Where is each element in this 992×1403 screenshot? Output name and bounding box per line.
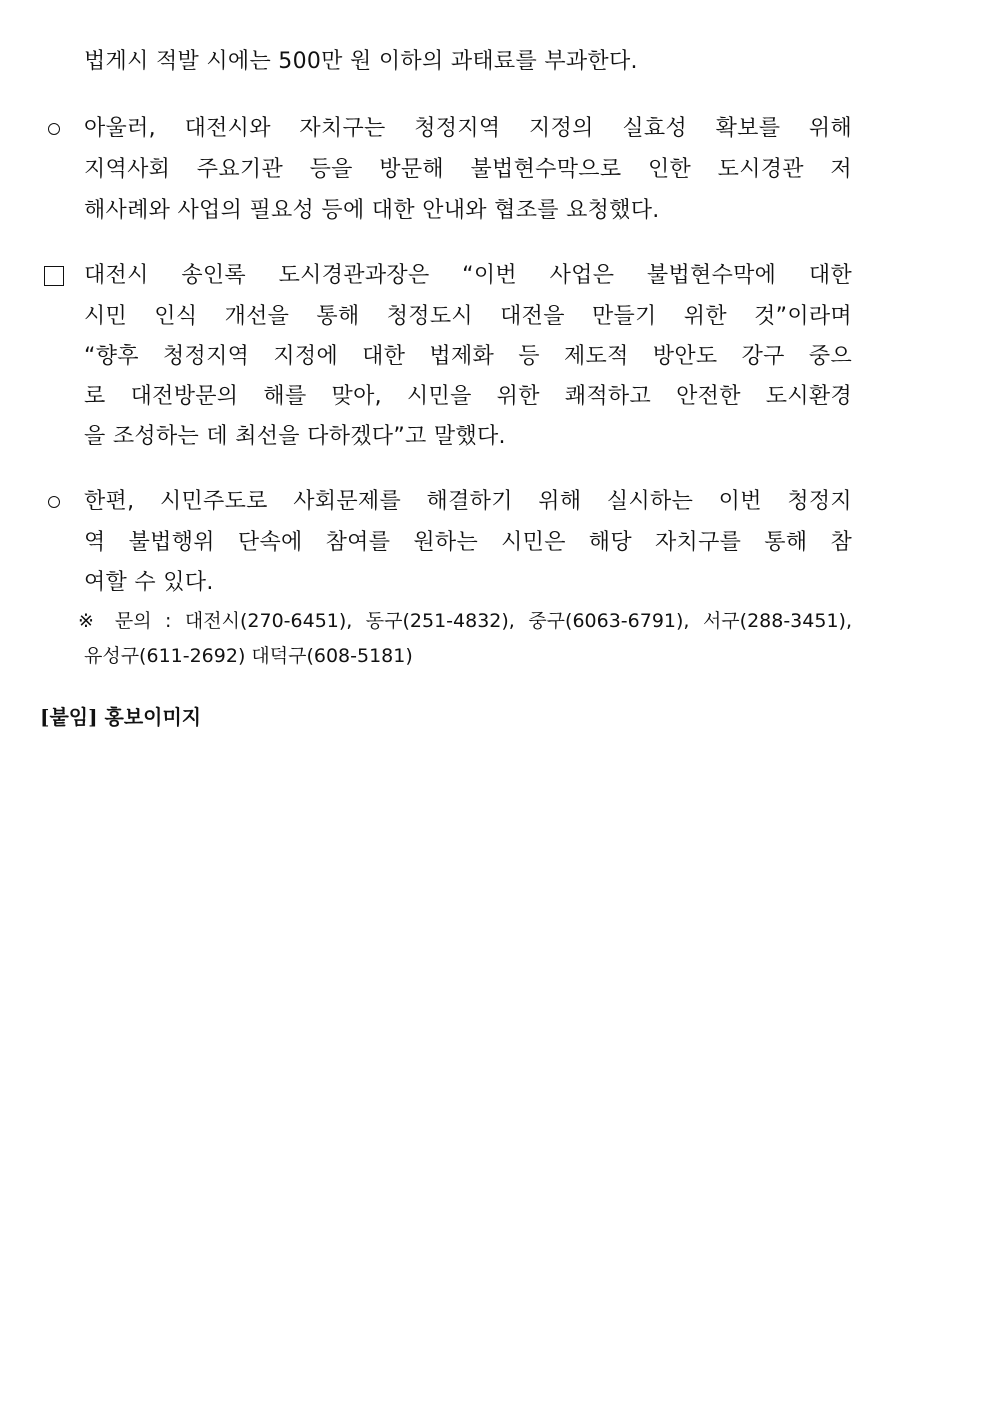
contact-note-line: 유성구(611-2692) 대덕구(608-5181) xyxy=(84,645,413,667)
paragraph-line: 한편, 시민주도로 사회문제를 해결하기 위해 실시하는 이번 청정지 xyxy=(84,489,852,514)
paragraph-line: 을 조성하는 데 최선을 다하겠다”고 말했다. xyxy=(84,424,506,449)
paragraph-line: 해사례와 사업의 필요성 등에 대한 안내와 협조를 요청했다. xyxy=(84,198,660,223)
paragraph-line: 역 불법행위 단속에 참여를 원하는 시민은 해당 자치구를 통해 참 xyxy=(84,530,852,555)
paragraph-line: 시민 인식 개선을 통해 청정도시 대전을 만들기 위한 것”이라며 xyxy=(84,304,852,329)
attachment-heading: [붙임] 홍보이미지 xyxy=(40,705,202,729)
paragraph-line: 법게시 적발 시에는 500만 원 이하의 과태료를 부과한다. xyxy=(84,49,638,74)
paragraph-line: 아울러, 대전시와 자치구는 청정지역 지정의 실효성 확보를 위해 xyxy=(84,116,852,141)
circle-bullet-icon xyxy=(48,123,60,135)
paragraph-line: 여할 수 있다. xyxy=(84,570,214,595)
paragraph-line: “향후 청정지역 지정에 대한 법제화 등 제도적 방안도 강구 중으 xyxy=(84,344,852,369)
contact-note-line: ※ 문의 : 대전시(270-6451), 동구(251-4832), 중구(6063-6791), 서구(288-3451), xyxy=(78,610,852,632)
paragraph-line: 로 대전방문의 해를 맞아, 시민을 위한 쾌적하고 안전한 도시환경 xyxy=(84,384,852,409)
paragraph-line: 대전시 송인록 도시경관과장은 “이번 사업은 불법현수막에 대한 xyxy=(84,263,852,288)
circle-bullet-icon xyxy=(48,496,60,508)
paragraph-line: 지역사회 주요기관 등을 방문해 불법현수막으로 인한 도시경관 저 xyxy=(84,157,852,182)
square-bullet-icon xyxy=(44,266,64,286)
